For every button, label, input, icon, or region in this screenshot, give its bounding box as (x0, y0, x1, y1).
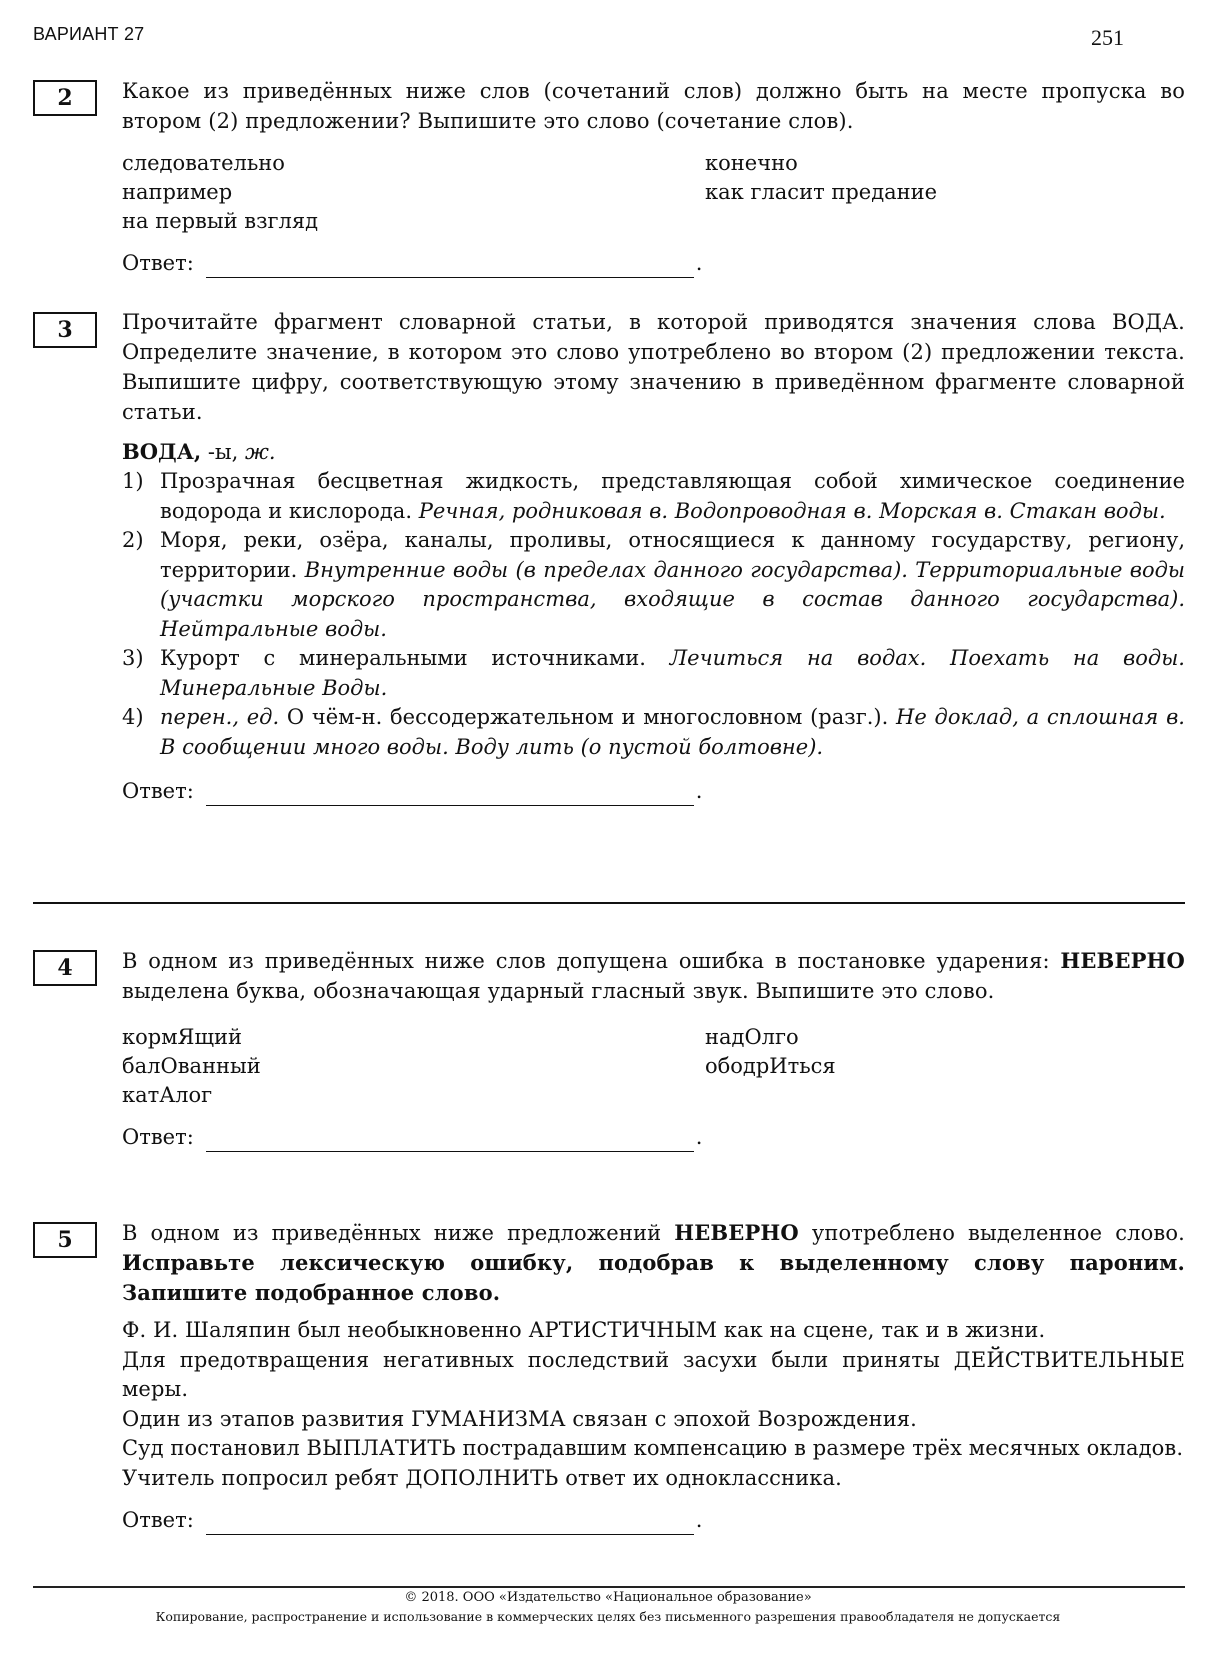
answer-field[interactable] (206, 784, 694, 806)
task-question: В одном из приведённых ниже предложений НЕВЕРНО употреблено выделенное слово. Исправьте лексическую ошибку, подобрав к выделенному слову пароним. Запишите подобранное слово. (122, 1220, 1185, 1305)
sentence: Один из этапов развития ГУМАНИЗМА связан с эпохой Возрождения. (122, 1406, 917, 1431)
option: катАлог (122, 1083, 213, 1107)
task-question: Какое из приведённых ниже слов (сочетаний слов) должно быть на месте пропуска во втором (2) предложении? Выпишите это слово (сочетание слов). (122, 79, 1185, 133)
option: ободрИться (705, 1054, 836, 1078)
option: надОлго (705, 1025, 799, 1049)
answer-field[interactable] (206, 1130, 694, 1152)
sentence: Учитель попросил ребят ДОПОЛНИТЬ ответ их одноклассника. (122, 1465, 842, 1490)
section-divider (33, 902, 1185, 904)
dictionary-headword: ВОДА, -ы, ж. (122, 439, 276, 464)
option: как гласит предание (705, 180, 938, 204)
option: на первый взгляд (122, 209, 319, 233)
task-question: В одном из приведённых ниже слов допущена ошибка в постановке ударения: НЕВЕРНО выделена буква, обозначающая ударный гласный звук. Выпишите это слово. (122, 948, 1185, 1003)
page-header (33, 22, 1124, 52)
answer-row: Ответ: . (122, 1505, 1185, 1535)
sentence: Для предотвращения негативных последствий засухи были приняты ДЕЙСТВИТЕЛЬНЫЕ меры. (122, 1347, 1185, 1401)
sentence: Ф. И. Шаляпин был необыкновенно АРТИСТИЧНЫМ как на сцене, так и в жизни. (122, 1318, 1046, 1342)
page-number: 251 (1091, 25, 1124, 50)
task-number-box: 5 (33, 1222, 97, 1258)
answer-label: Ответ: (122, 779, 194, 803)
options-list (122, 148, 1185, 238)
answer-row: Ответ: . (122, 776, 1185, 806)
answer-row: Ответ: . (122, 248, 1185, 278)
answer-field[interactable] (206, 256, 694, 278)
footer-notice: Копирование, распространение и использование в коммерческих целях без письменного разрешения правообладателя не допускается (155, 1609, 1061, 1624)
option: следовательно (122, 151, 285, 175)
dictionary-entry: 2) Моря, реки, озёра, каналы, проливы, относящиеся к данному государству, региону, территории. Внутренние воды (в пределах данного государства). Территориальные воды (участки морского пространства, входящие в состав данного государства). Нейтральные воды. (122, 528, 1185, 641)
task-question: Прочитайте фрагмент словарной статьи, в которой приводятся значения слова ВОДА. Определите значение, в котором это слово употреблено во втором (2) предложении текста. Выпишите цифру, соответствующую этому значению в приведённом фрагменте словарной статьи. (122, 310, 1185, 424)
options-list (122, 1022, 1185, 1112)
task-number-box: 2 (33, 80, 97, 116)
sentences-list (122, 1316, 1185, 1493)
answer-row: Ответ: . (122, 1122, 1185, 1152)
dictionary-entry: 4) перен., ед. О чём-н. бессодержательном и многословном (разг.). Не доклад, а сплошная в. В сообщении много воды. Воду лить (о пустой болтовне). (122, 705, 1185, 759)
option: балОванный (122, 1054, 261, 1078)
option: конечно (705, 151, 798, 175)
task-number-box: 4 (33, 950, 97, 986)
answer-label: Ответ: (122, 251, 194, 275)
answer-label: Ответ: (122, 1508, 194, 1532)
footer-divider (33, 1586, 1185, 1588)
sentence: Суд постановил ВЫПЛАТИТЬ пострадавшим компенсацию в размере трёх месячных окладов. (122, 1436, 1184, 1460)
option: например (122, 180, 233, 204)
task-number-box: 3 (33, 312, 97, 348)
answer-field[interactable] (206, 1513, 694, 1535)
footer-copyright: © 2018. ООО «Издательство «Национальное образование» (404, 1590, 812, 1605)
variant-label: ВАРИАНТ 27 (33, 24, 145, 44)
dictionary-entry: 3) Курорт с минеральными источниками. Лечиться на водах. Поехать на воды. Минеральные Воды. (122, 646, 1185, 700)
dictionary-entry: 1) Прозрачная бесцветная жидкость, представляющая собой химическое соединение водорода и кислорода. Речная, родниковая в. Водопроводная в. Морская в. Стакан воды. (122, 469, 1185, 523)
option: кормЯщий (122, 1025, 243, 1049)
answer-label: Ответ: (122, 1125, 194, 1149)
